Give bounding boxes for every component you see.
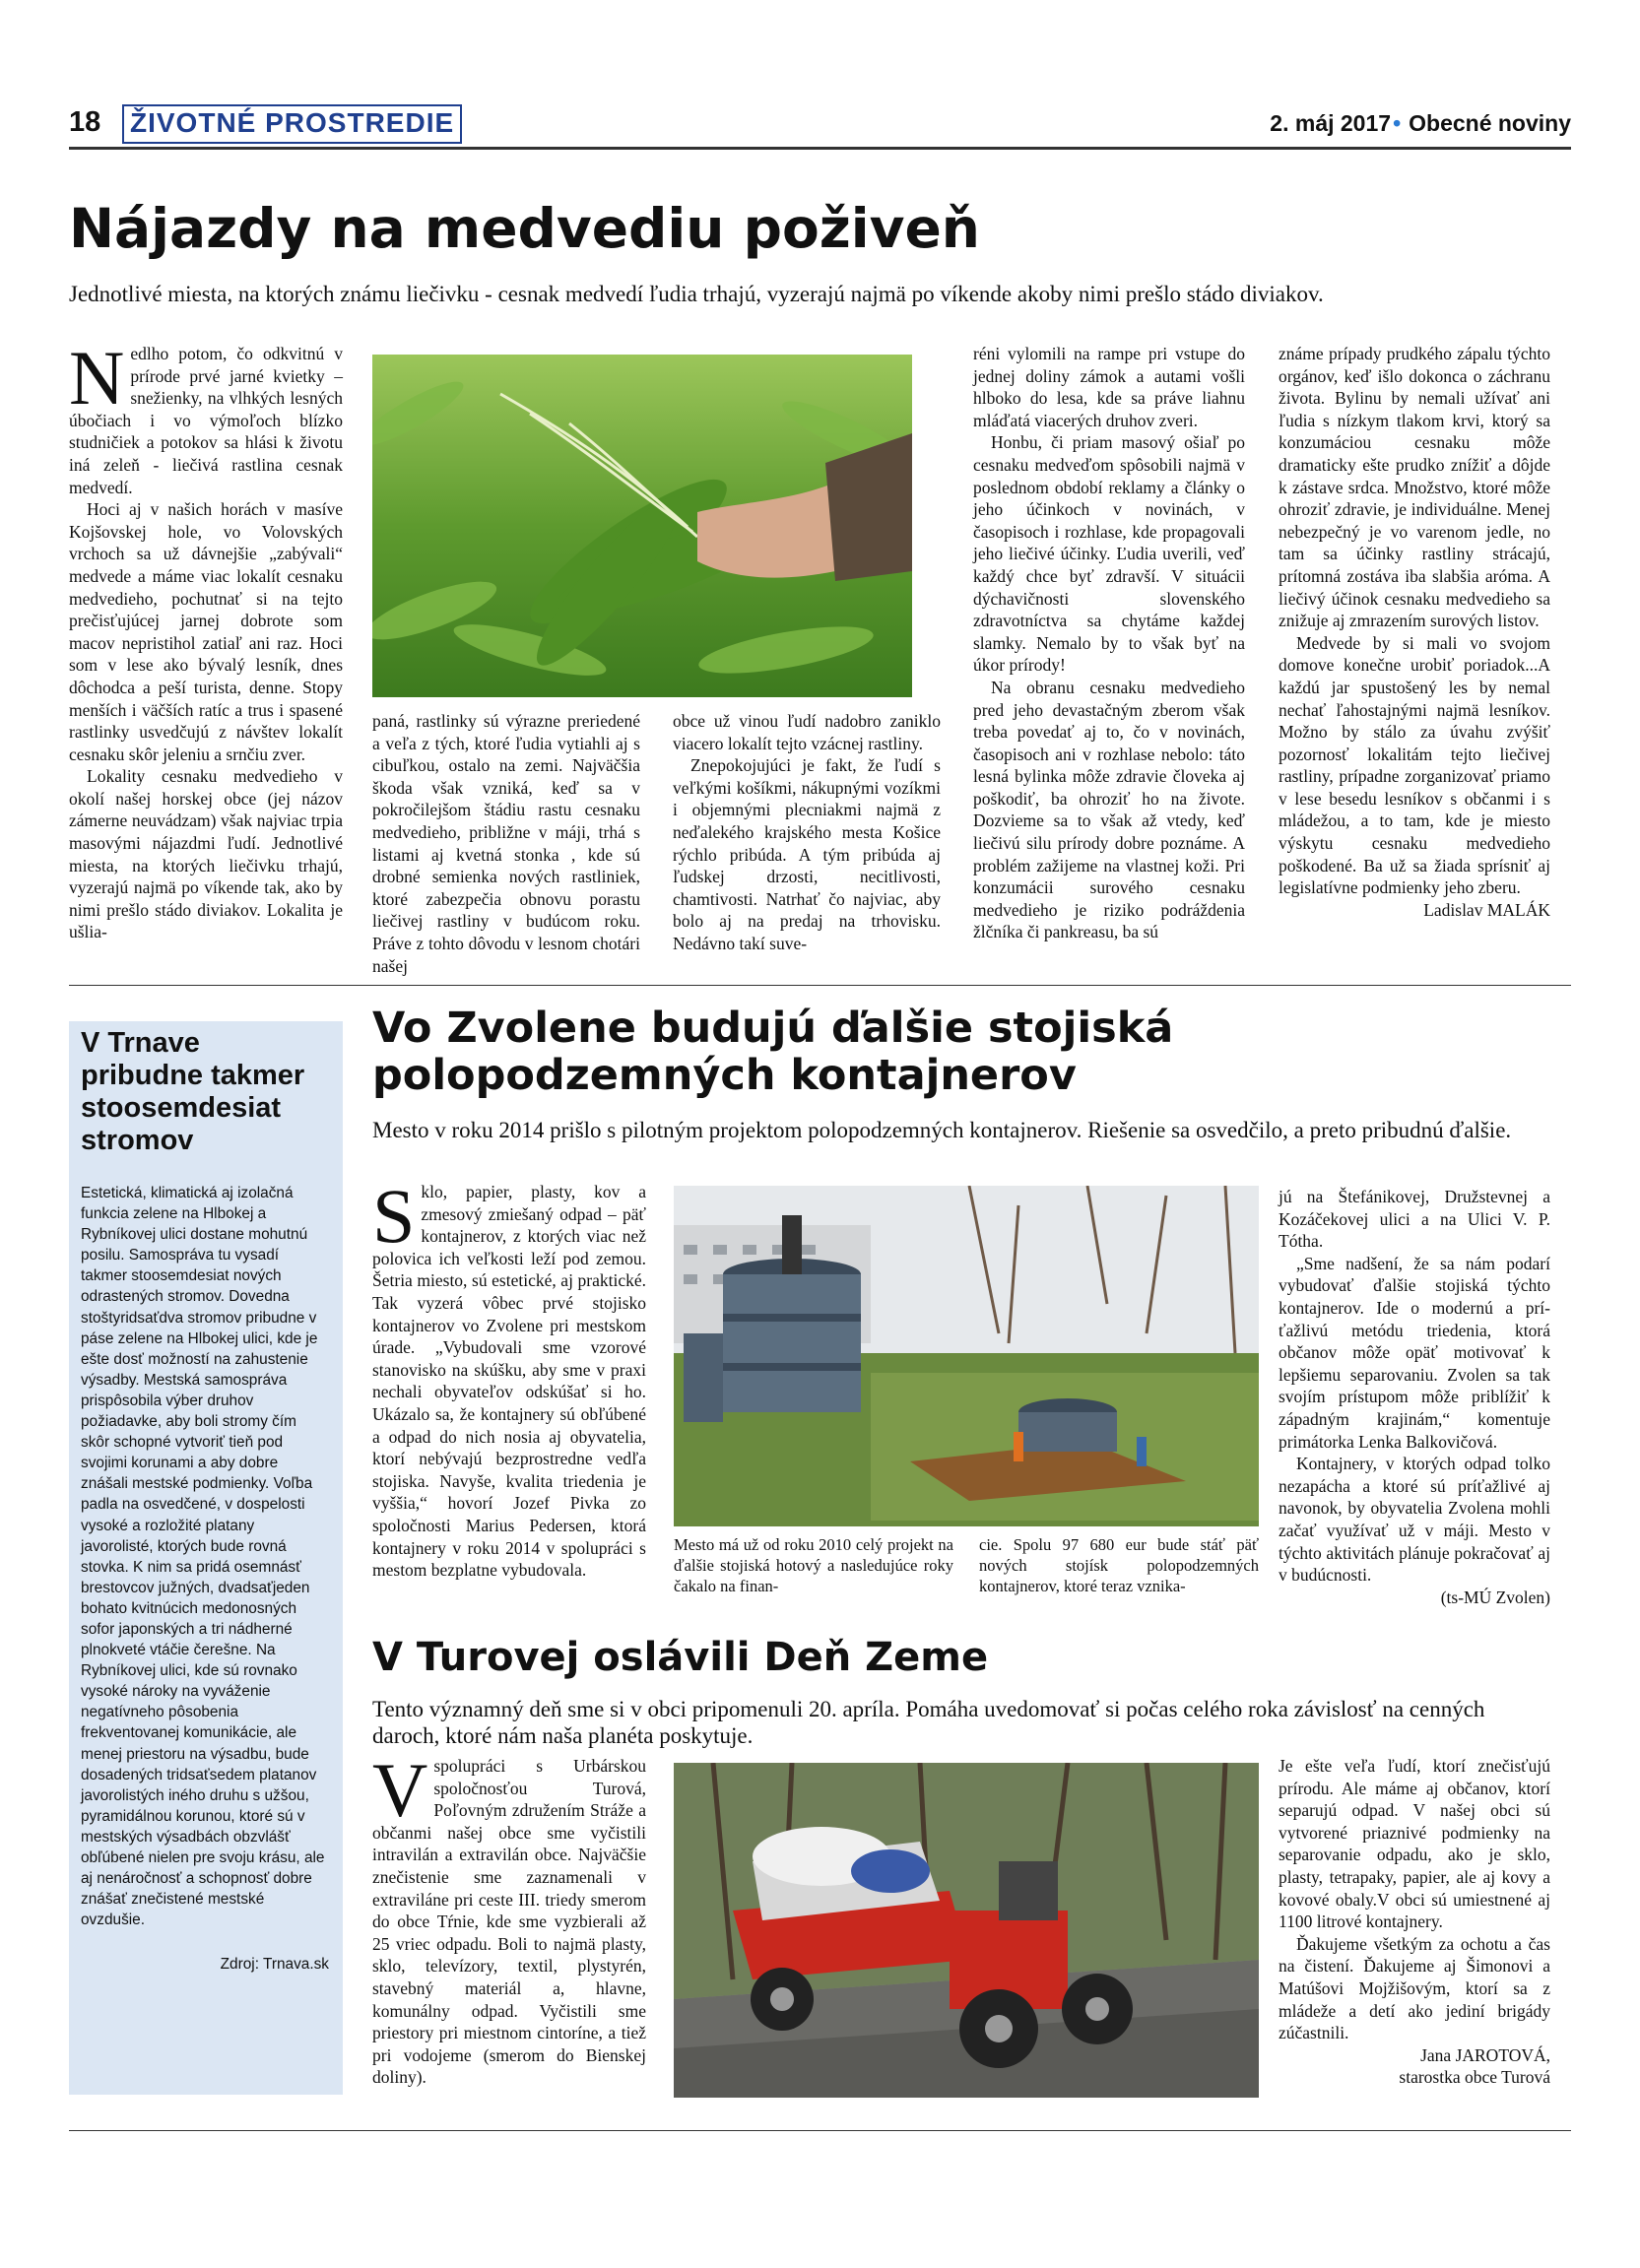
sidebar-box [69,1021,343,2095]
photo-caption-left: Mesto má už od roku 2010 celý projekt na ďalšie stojiská hotový a nasledujúce roky čakalo na finan- [674,1535,953,1595]
paragraph: Je ešte veľa ľudí, ktorí znečisťujú prírodu. Ale máme aj občanov, ktorí separujú odpad. V našej obci sú vytvorené priaznivé podmienky na separovanie odpadu, ako je sklo, plasty, tetrapaky, papier, ale aj kovy a kovové obaly.V obci sú umiestnené aj 1100 litrové kontajnery. [1279,1756,1550,1932]
article2-column-3 [1279,1186,1550,1608]
article2-column-1 [372,1173,646,1582]
containers-photo [674,1186,1259,1526]
section-label: ŽIVOTNÉ PROSTREDIE [122,104,462,144]
paragraph: spolupráci s Urbárskou spoločnosťou Turová, Poľovným združením Stráže a občanmi našej obce sme vyčistili intravilán a extravilán obce. Najväčšie znečistenie sme zaznamenali v extraviláne pri ceste III. triedy smerom do obce Tŕnie, kde sme vyzbierali až 25 vriec odpadu. Boli to najmä plasty, sklo, televízory, textil, plystyrén, stavebný materiál a, hlavne, komunálny odpad. Vyčistili sme priestory pri miestnom cintoríne, a tiež pri vodojeme (smerom do Bienskej doliny). [372,1756,646,2088]
article1-column-3 [673,710,941,955]
issue-date: 2. máj 2017 [1270,110,1392,136]
paragraph: Medvede by si mali vo svojom domove konečne urobiť poriadok...A každú jar spustošený les by nemal nechať ľahostajnými najmä lesníkov. Možno by stálo za úvahu zvýšiť pozornosť lokalitám tejto liečivej rastliny, prípadne zorganizovať priamo v lese besedu lesníkov s občanmi i s mládežou, a to tam, kde je miesto výskytu cesnaku medvedieho poškodené. Ba už sa žiada sprísniť aj legislatívne podmienky jeho zberu. [1279,632,1550,898]
paragraph: Znepokojujúci je fakt, že ľudí s veľkými košíkmi, nákupnými vozíkmi i objemnými plecniakmi najmä z neďalekého krajského mesta Košice rýchlo pribúda. A tým pribúda aj ľudskej drzosti, necitlivosti, chamtivosti. Natrhať čo najviac, aby bolo aj na predaj na trhovisku. Nedávno takí suve- [673,755,941,953]
header-rule [69,147,1571,150]
paper-name: Obecné noviny [1409,110,1571,136]
drop-cap: V [372,1747,428,1833]
paragraph: Hoci aj v našich horách v masíve Kojšovskej hole, vo Volovských vrchoch sa už dávnejšie „zabývali“ medvede a máme viac lokalít cesnaku medvedieho, pochutnať si na tejto prečisťujúcej jarnej dobrote som macov nepristihol zatiaľ ani raz. Hoci som v lese ako bývalý lesník, dnes dôchodca a peší turista, denne. Stopy menších i väčších ratíc a trus i spasené rastlinky usvedčujú z návštev lokalít cesnaku skôr jeleniu a srnčiu zver. [69,499,343,764]
tractor-photo [674,1763,1259,2098]
article3-column-3 [1279,1755,1550,2089]
paragraph: klo, papier, plasty, kov a zmesový zmiešaný odpad – päť kontajnerov, z ktorých viac než polovica ich veľkosti leží pod zemou. Šetria miesto, sú estetické, aj praktické. Tak vyzerá vôbec prvé stojisko kontajnerov vo Zvolene pri mestskom úrade. „Vybudovali sme vzorové stanovisko na skúšku, aby sme v praxi nechali obyvateľov odskúšať si ho. Ukázalo sa, že kontajnery sú obľúbené a odpad do nich nosia aj obyvatelia, ktorí nebývajú bezprostredne vedľa stojiska. Navyše, kvalita triedenia je vyššia,“ hovorí Jozef Pivka zo spoločnosti Marius Pedersen, ktorá kontajnery v roku 2014 v spolupráci s mestom bezplatne vybudovala. [372,1182,646,1581]
sidebar-title: V Trnave pribudne takmer stoosemdesiat stromov [81,1027,305,1156]
article1-lead: Jednotlivé miesta, na ktorých známu liečivku - cesnak medvedí ľudia trhajú, vyzerajú najmä po víkende akoby nimi prešlo stádo diviakov. [69,282,1324,306]
footer-rule [69,2130,1571,2131]
photo-caption-right: cie. Spolu 97 680 eur bude stáť päť nových stojísk polopodzemných kontajnerov, ktoré teraz vznika- [979,1535,1259,1595]
paragraph: edlho potom, čo odkvitnú v prírode prvé jarné kvietky – snežienky, na vlhkých lesných úbočiach i vo výmoľoch blízko studničiek a potokov sa hlási k životu iná zeleň - liečivá rastlina cesnak medvedí. [69,344,343,497]
article1-column-5 [1279,343,1550,921]
article1-column-2 [372,710,640,977]
author: Ladislav MALÁK [1423,899,1550,920]
article1-column-4 [973,343,1245,943]
section-divider [69,985,1571,986]
paragraph: jú na Štefánikovej, Družstevnej a Kozáčekovej ulici a na Ulici V. P. Tótha. [1279,1187,1550,1252]
article3-title: V Turovej oslávili Deň Zeme [372,1635,989,1680]
bullet-mark: • [1393,110,1402,136]
page-number: 18 [69,106,101,138]
sidebar-source: Zdroj: Trnava.sk [220,1956,329,1974]
sidebar-text: Estetická, klimatická aj izolačná funkcia zelene na Hlbokej a Rybníkovej ulici dostane mohutnú posilu. Samospráva tu vysadí takmer stoosemdesiat nových odrastených stromov. Dovedna stoštyridsaťdva stromov pribudne v páse zelene na Hlbokej ulici, kde je ešte dosť možností na zahustenie výsadby. Mestská samospráva prispôsobila výber druhov požiadavke, aby boli stromy čím skôr schopné vytvoriť tieň pod svojimi korunami a aby dobre znášali mestské podmienky. Voľba padla na osvedčené, v dospelosti vysoké a rozložité platany javorolisté, ktorých bude rovná stovka. K nim sa pridá osemnásť brestovcov južných, dvadsaťjeden bohato kvitnúcich medonosných sofor japonských a tri nádherné plnokveté vtáčie čerešne. Na Rybníkovej ulici, kde sú rovnako vysoké nároky na vyváženie negatívneho pôsobenia frekventovanej komunikácie, ale menej priestoru na výsadbu, bude dosadených tridsaťsedem platanov javorolistých iného druhu s užšou, pyramidálnou korunou, ktoré sú v mestských výsadbách obzvlášť obľúbené nielen pre svoju krásu, ale aj nenáročnosť a schopnosť dobre znášať znečistené mestské ovzdušie. [81,1185,325,1929]
paragraph: obce už vinou ľudí nadobro zaniklo viacero lokalít tejto vzácnej rastliny. [673,711,941,753]
paragraph: Honbu, či priam masový ošiaľ po cesnaku medveďom spôsobili najmä v poslednom období reklamy a články o jeho účinkoch v novinách, v časopisoch i rozhlase, kde propagovali jeho liečivé účinky. Ľudia uverili, veď každý chce byť zdravší. V situácii dýchavičnosti slovenského zdravotníctva sa chytáme každej slamky. Nemalo by to však byť na úkor prírody! [973,432,1245,676]
title-line: polopodzemných kontajnerov [372,1051,1077,1100]
article1-title: Nájazdy na medvediu poživeň [69,197,980,260]
article3-lead: Tento významný deň sme si v obci pripomenuli 20. apríla. Pomáha uvedomovať si počas celého roka závislosť na cenných daroch, ktoré nám naša planéta poskytuje. [372,1697,1485,1748]
paragraph: Lokality cesnaku medvedieho v okolí našej horskej obce (jej názov zámerne neuvádzam) však najviac trpia masovými nájazdmi ľudí. Jednotlivé miesta, na ktorých liečivku trhajú, vyzerajú najmä po víkende tak, ako by nimi prešlo stádo diviakov. Lokalita je ušlia- [69,766,343,942]
article3-column-1 [372,1747,646,2089]
paragraph: Ďakujeme všetkým za ochotu a čas na čistení. Ďakujeme aj Šimonovi a Matúšovi Mojžišovým, ktorí sa z mládeže a detí ako jediní brigády zúčastnili. [1279,1933,1550,2043]
drop-cap: S [372,1173,416,1259]
wild-garlic-photo [372,355,912,697]
article2-lead: Mesto v roku 2014 prišlo s pilotným projektom polopodzemných kontajnerov. Riešenie sa osvedčilo, a preto pribudnú ďalšie. [372,1118,1512,1142]
paragraph: Na obranu cesnaku medvedieho pred jeho devastačným zberom však treba povedať aj to, čo v novinách, časopisoch ani v rozhlase nebolo: táto lesná bylinka môže zdravie človeka aj poškodiť, ba ohroziť ho na živote. Dozvieme sa to však až vtedy, keď liečivú silu prírody dobre poznáme. A problém zažijeme na vlastnej koži. Pri konzumácii surového cesnaku medvedieho je riziko podráždenia žlčníka či pankreasu, ba sú [973,677,1245,942]
paragraph: „Sme nadšení, že sa nám podarí vybudovať ďalšie stojiská týchto kontajnerov. Ide o modernú a príťažlivú metódu triedenia, ktorá občanov môže opäť motivovať k lepšiemu separovaniu. Zvolen sa tak svojím prístupom môže priblížiť k západným krajinám,“ komentuje primátorka Lenka Balkovičová. [1279,1253,1550,1452]
author-role: starostka obce Turová [1399,2067,1550,2088]
article2-title [372,1004,1173,1099]
author: Jana JAROTOVÁ, [1420,2044,1550,2065]
drop-cap: N [69,335,125,421]
paragraph: Kontajnery, v ktorých odpad tolko nezapácha a ktoré sú príťažlivé aj navonok, by obyvatelia Zvolena mohli začať využívať už v máji. Mesto v týchto aktivitách plánuje pokračovať aj v budúcnosti. [1279,1454,1550,1586]
title-line: Vo Zvolene budujú ďalšie stojiská [372,1004,1174,1053]
issue-info [1270,109,1571,137]
paragraph: známe prípady prudkého zápalu týchto orgánov, keď išlo dokonca o záchranu života. Bylinu by nemali užívať ani ľudia s nízkym tlakom krvi, ktorý sa konzumáciou cesnaku môže dramaticky ešte prudko znížiť a dôjde k zástave srdca. Množstvo, ktoré môže ohroziť zdravie, je individuálne. Menej nebezpečný je vo varenom jedle, no tam sa účinky rastliny strácajú, prítomná zostáva iba slabšia aróma. A liečivý účinok cesnaku medvedieho sa znižuje aj zmrazením surových listov. [1279,344,1550,631]
author: (ts-MÚ Zvolen) [1440,1587,1550,1607]
paragraph: paná, rastlinky sú výrazne preriedené a veľa z tých, ktoré ľudia vytiahli aj s cibuľkou, ostalo na zemi. Najväčšia škoda však vzniká, keď sa v pokročilejšom štádiu rastu cesnaku medvedieho, približne v máji, trhá s listami aj kvetná stonka , kde sú drobné semienka nových rastliniek, ktoré zabezpečia obnovu porastu liečivej rastliny v budúcom roku. Práve z tohto dôvodu v lesnom chotári našej [372,711,640,976]
article1-column-1 [69,335,343,943]
paragraph: réni vylomili na rampe pri vstupe do jednej doliny zámok a autami vošli hlboko do lesa, kde sa práve liahnu mláďatá viacerých druhov zveri. [973,344,1245,430]
